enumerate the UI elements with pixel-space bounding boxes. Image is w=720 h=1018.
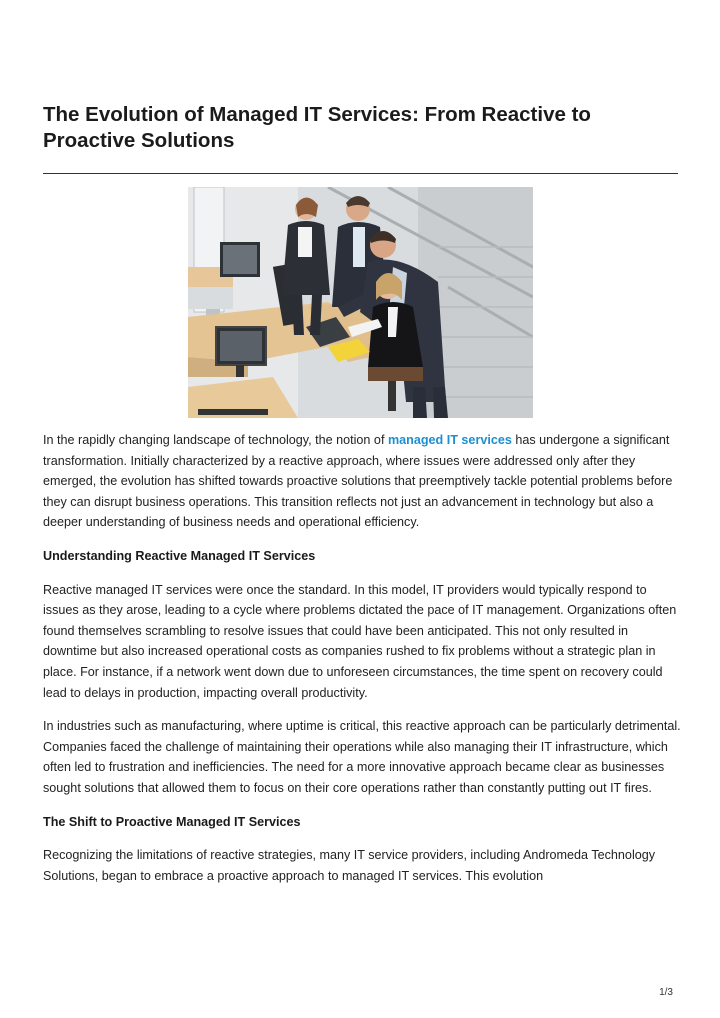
intro-text-start: In the rapidly changing landscape of technology, the notion of	[43, 433, 388, 447]
page-number: 1/3	[659, 987, 673, 998]
page-title: The Evolution of Managed IT Services: From Reactive to Proactive Solutions	[43, 103, 591, 152]
office-team-photo	[188, 187, 533, 418]
section-heading-reactive: Understanding Reactive Managed IT Services	[43, 548, 316, 563]
title-divider	[43, 173, 678, 174]
section-heading-proactive: The Shift to Proactive Managed IT Services	[43, 814, 301, 829]
reactive-paragraph-1: Reactive managed IT services were once the standard. In this model, IT providers would typically respond to issues as they arose, leading to a cycle where problems dictated the pace of IT management. Organizations often found themselves scrambling to resolve issues that could have been anticipated. This not only resulted in downtime but also increased operational costs as companies rushed to fix problems without a strategic plan in place. For instance, if a network went down due to unforeseen circumstances, the time spent on recovery could lead to delays in production, impacting overall productivity.	[43, 582, 677, 700]
reactive-paragraph-2: In industries such as manufacturing, where uptime is critical, this reactive approach can be particularly detrimental. Companies faced the challenge of maintaining their operations while also managing their IT infrastructure, which often led to frustration and inefficiencies. The need for a more innovative approach became clear as businesses sought solutions that allowed them to focus on their core operations rather than constantly putting out IT fires.	[43, 719, 681, 795]
intro-text-end: has undergone a significant transformation. Initially characterized by a reactive approach, where issues were addressed only after they emerged, the evolution has shifted towards proactive solutions that preemptively tackle potential problems before they can disrupt business operations. This transition reflects not just an advancement in technology but also a deeper understanding of business needs and operational efficiency.	[43, 433, 673, 530]
proactive-paragraph-1: Recognizing the limitations of reactive strategies, many IT service providers, including Andromeda Technology Solutions, began to embrace a proactive approach to managed IT services. This evolution	[43, 848, 656, 883]
article-body	[43, 430, 683, 899]
intro-paragraph	[43, 430, 683, 533]
managed-it-services-link[interactable]: managed IT services	[387, 433, 512, 447]
